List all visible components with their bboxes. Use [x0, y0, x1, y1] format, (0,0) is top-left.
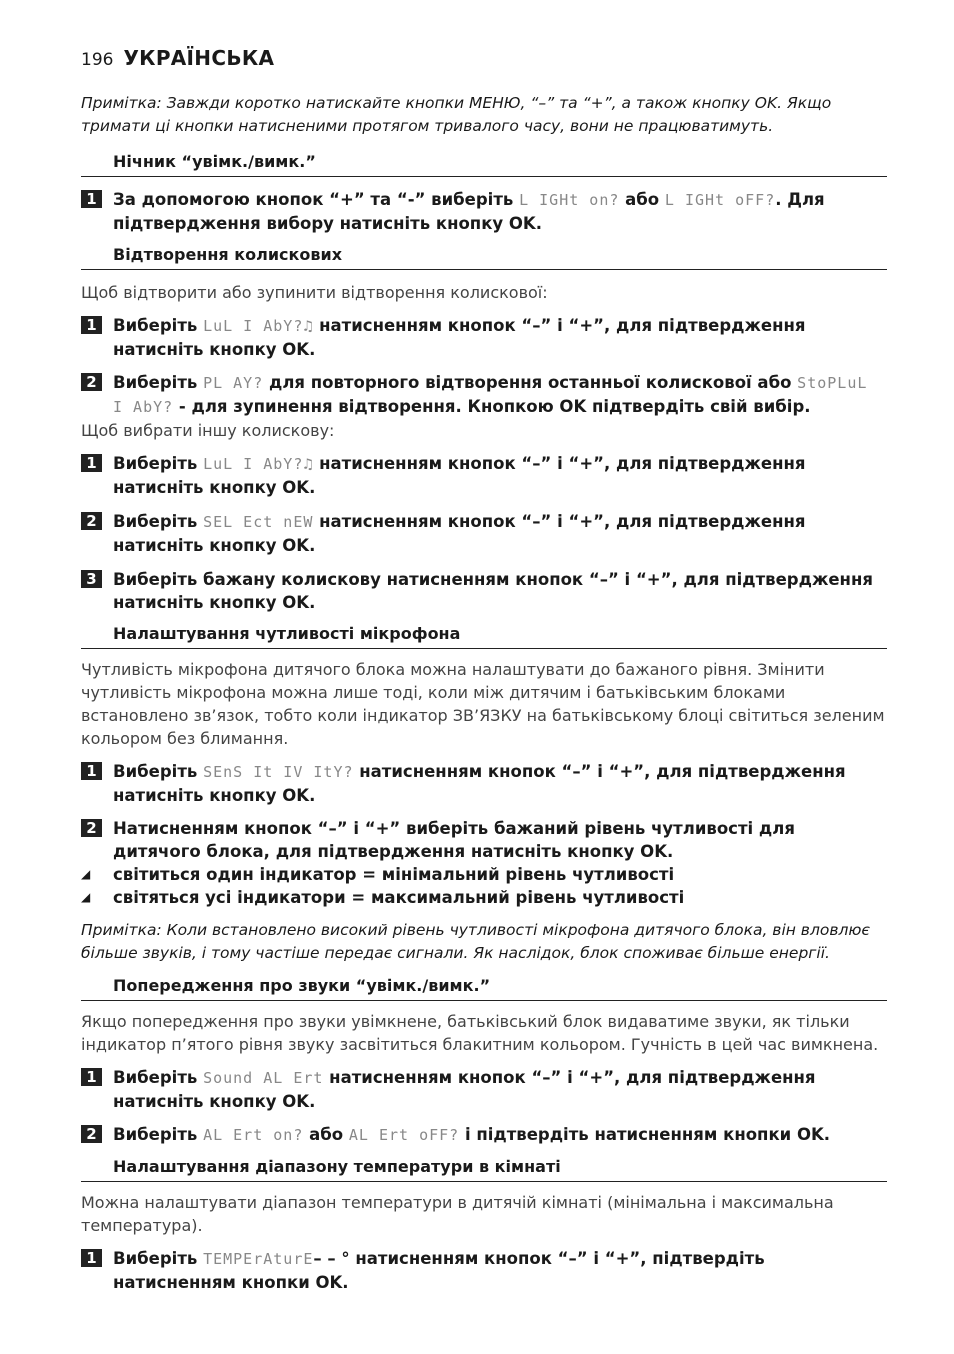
note-line: Примітка: Завжди коротко натискайте кнопки МЕНЮ, “–” та “+”, а також кнопку OK. Якщо [81, 94, 832, 112]
section-heading-night-light: Нічник “увімк./вимк.” [81, 151, 887, 177]
text: – – ° натисненням кнопок “–” і “+”, підтвердіть натисненням кнопки OK. [113, 1249, 765, 1292]
section-heading-sound-alert: Попередження про звуки “увімк./вимк.” [81, 975, 887, 1001]
text: натисненням кнопок “–” і “+”, для підтвердження натисніть кнопку OK. [113, 512, 806, 555]
step-text [113, 510, 887, 557]
step-item [81, 452, 887, 499]
note-sensitivity [81, 919, 887, 965]
step-text [113, 314, 887, 361]
text: Виберіть [113, 373, 204, 392]
step-item [81, 1066, 887, 1113]
note-buttons [81, 92, 887, 138]
text: Виберіть [113, 316, 204, 335]
lcd-text: Sound AL Ert [203, 1069, 324, 1087]
lcd-text: PL AY? [203, 374, 264, 392]
lcd-text: StoPLuL I AbY? [113, 374, 868, 416]
language-title: УКРАЇНСЬКА [123, 46, 275, 70]
step-item [81, 1247, 887, 1294]
text: Виберіть [113, 1068, 204, 1087]
text: За допомогою кнопок “+” та “-” виберіть [113, 190, 520, 209]
text: або [619, 190, 665, 209]
note-line: тримати ці кнопки натисненими протягом тривалого часу, вони не працюватимуть. [81, 117, 774, 135]
lcd-text: L IGHt on? [519, 191, 620, 209]
step-number: 1 [81, 762, 102, 780]
lcd-text: AL Ert oFF? [348, 1126, 460, 1144]
text: Виберіть [113, 512, 204, 531]
step-item [81, 188, 887, 235]
step-text [113, 1123, 887, 1147]
lcd-text: LuL I AbY?♫ [203, 455, 314, 473]
lcd-text: AL Ert on? [203, 1126, 304, 1144]
step-item [81, 314, 887, 361]
result-bullet [81, 863, 887, 886]
step-number: 1 [81, 454, 102, 472]
step-number: 1 [81, 1068, 102, 1086]
section-intro: Щоб вибрати іншу колискову: [81, 421, 335, 440]
step-number: 3 [81, 570, 102, 588]
step-text [113, 1247, 887, 1294]
step-text [113, 760, 887, 807]
note-line: більше звуків, і тому частіше передає сигнали. Як наслідок, блок споживає більше енергії. [81, 944, 830, 962]
text: натисненням кнопок “–” і “+”, для підтвердження натисніть кнопку OK. [113, 316, 806, 359]
page-number: 196 [81, 50, 114, 70]
text: або [303, 1125, 349, 1144]
step-number: 2 [81, 512, 102, 530]
note-line: Примітка: Коли встановлено високий рівень чутливості мікрофона дитячого блока, він вловлює [81, 921, 870, 939]
text: для повторного відтворення останньої колискової або [263, 373, 798, 392]
text: Виберіть [113, 762, 204, 781]
section-heading-lullabies: Відтворення колискових [81, 244, 887, 270]
lcd-text: LuL I AbY?♫ [203, 317, 314, 335]
step-number: 1 [81, 1249, 102, 1267]
lcd-text: L IGHt oFF? [664, 191, 776, 209]
bullet-text: світяться усі індикатори = максимальний рівень чутливості [113, 888, 685, 907]
text: натисненням кнопок “–” і “+”, для підтвердження натисніть кнопку OK. [113, 1068, 816, 1111]
step-item [81, 817, 887, 863]
triangle-bullet-icon: ◢ [81, 867, 91, 881]
text: - для зупинення відтворення. Кнопкою OK підтвердіть свій вибір. [173, 397, 811, 416]
step-item [81, 371, 887, 419]
section-heading-mic-sensitivity: Налаштування чутливості мікрофона [81, 623, 887, 649]
bullet-text: світиться один індикатор = мінімальний рівень чутливості [113, 865, 675, 884]
step-number: 1 [81, 190, 102, 208]
text: натисненням кнопок “–” і “+”, для підтвердження натисніть кнопку OK. [113, 762, 846, 805]
step-item [81, 760, 887, 807]
text: Виберіть [113, 454, 204, 473]
section-heading-room-temperature: Налаштування діапазону температури в кімнаті [81, 1156, 887, 1182]
result-bullet [81, 886, 887, 909]
page-header [81, 46, 887, 70]
step-text [113, 1066, 887, 1113]
step-item [81, 568, 887, 614]
step-text [113, 371, 887, 419]
manual-page [81, 46, 887, 1294]
lcd-text: TEMPErAturE [203, 1250, 314, 1268]
step-number: 1 [81, 316, 102, 334]
text: . Для підтвердження вибору натисніть кнопку OK. [113, 190, 825, 233]
text: натисненням кнопок “–” і “+”, для підтвердження натисніть кнопку OK. [113, 454, 806, 497]
step-item [81, 1123, 887, 1147]
text: Виберіть [113, 1249, 204, 1268]
step-number: 2 [81, 373, 102, 391]
step-number: 2 [81, 1125, 102, 1143]
section-intro: Можна налаштувати діапазон температури в дитячій кімнаті (мінімальна і максимальна температура). [81, 1193, 834, 1235]
step-text [113, 452, 887, 499]
step-number: 2 [81, 819, 102, 837]
step-text: Виберіть бажану колискову натисненням кнопок “–” і “+”, для підтвердження натисніть кнопку OK. [113, 570, 873, 612]
section-intro: Якщо попередження про звуки увімкнене, батьківський блок видаватиме звуки, як тільки індикатор п’ятого рівня звуку засвітиться блакитним кольором. Гучність в цей час вимкнена. [81, 1012, 879, 1054]
step-text: Натисненням кнопок “–” і “+” виберіть бажаний рівень чутливості для дитячого блока, для підтвердження натисніть кнопку OK. [113, 819, 795, 861]
text: і підтвердіть натисненням кнопки OK. [459, 1125, 831, 1144]
text: Виберіть [113, 1125, 204, 1144]
section-intro: Чутливість мікрофона дитячого блока можна налаштувати до бажаного рівня. Змінити чутливість мікрофона можна лише тоді, коли між дитячим і батьківським блоками встановлено зв’язок, тобто коли індикатор ЗВ’ЯЗКУ на батьківському блоці світиться зеленим кольором без блимання. [81, 660, 885, 748]
step-item [81, 510, 887, 557]
section-intro: Щоб відтворити або зупинити відтворення колискової: [81, 283, 548, 302]
triangle-bullet-icon: ◢ [81, 890, 91, 904]
lcd-text: SEL Ect nEW [203, 513, 314, 531]
lcd-text: SEnS It IV ItY? [203, 763, 354, 781]
step-text [113, 188, 887, 235]
